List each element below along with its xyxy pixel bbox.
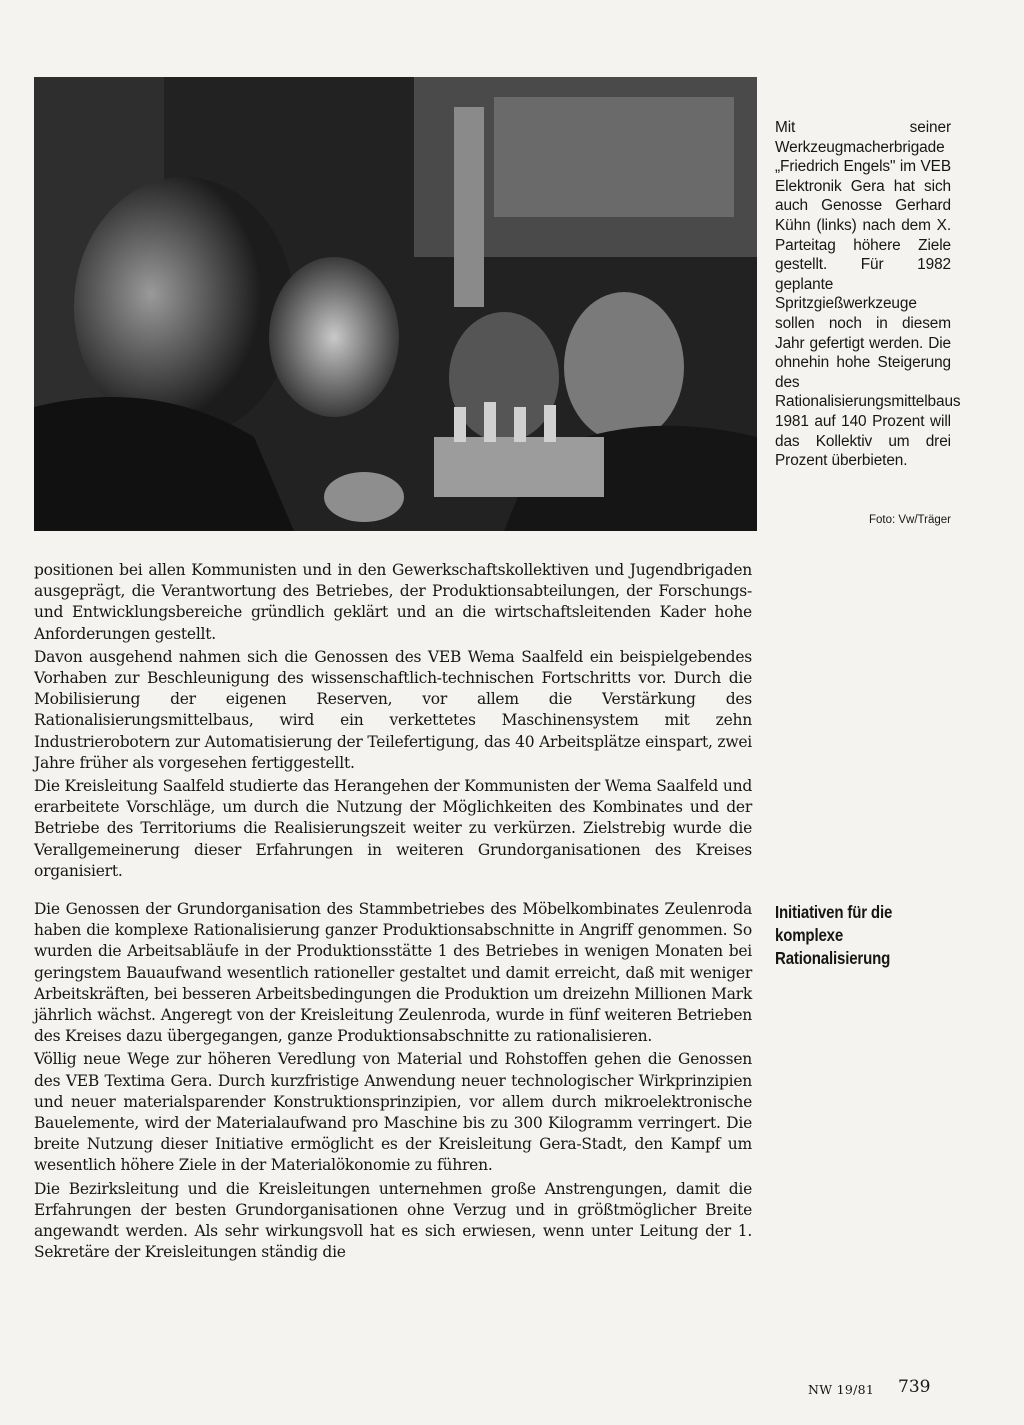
issue-number: NW 19/81 [808, 1382, 875, 1397]
paragraph: Davon ausgehend nahmen sich die Genossen des VEB Wema Saalfeld ein beispielgebendes Vorhaben zur Beschleunigung des wissenschaftlich-technischen Fortschritts vor. Durch die Mobilisierung der eigenen Reserven, vor allem die Verstärkung des Rationalisierungsmittelbaus, wird ein verkettetes Maschinensystem mit zehn Industrierobotern zur Automatisierung der Teilefertigung, das 40 Arbeitsplätze einspart, zwei Jahre früher als vorgesehen fertiggestellt. [34, 647, 752, 772]
paragraph: positionen bei allen Kommunisten und in den Gewerkschaftskollektiven und Jugendbrigaden ausgeprägt, die Verantwortung des Betriebes, der Produktionsabteilungen, der Forschungs- und Entwicklungsbereiche gründlich geklärt und an die wirtschaftsleitenden Kader hohe Anforderungen gestellt. [34, 561, 752, 643]
paragraph: Die Kreisleitung Saalfeld studierte das Herangehen der Kommunisten der Wema Saalfeld und erarbeitete Vorschläge, um durch die Nutzung der Möglichkeiten des Kombinates und der Betriebe des Territoriums die Realisierungszeit weiter zu verkürzen. Zielstrebig wurde die Verallgemeinerung dieser Erfahrungen in weiteren Grundorganisationen des Kreises organisiert. [34, 777, 752, 880]
photo-workshop [34, 77, 757, 531]
section-2-text [34, 899, 752, 1263]
photo-credit: Foto: Vw/Träger [868, 514, 951, 526]
paragraph: Völlig neue Wege zur höheren Veredlung von Material und Rohstoffen gehen die Genossen des VEB Textima Gera. Durch kurzfristige Anwendung neuer technologischer Wirkprinzipien und neuer materialsparender Konstruktionsprinzipien, vor allem durch mikroelektronische Bauelemente, wird der Materialaufwand pro Maschine bis zu 300 Kilogramm verringert. Die breite Nutzung dieser Initiative ermöglicht es der Kreisleitung Gera-Stadt, den Kampf um wesentlich höhere Ziele in der Materialökonomie zu führen. [34, 1050, 752, 1175]
photo-illustration [34, 77, 757, 531]
section-1-text [34, 560, 752, 882]
photo-caption: Mit seiner Werkzeugmacherbrigade „Friedrich Engels" im VEB Elektronik Gera hat sich auch Genosse Gerhard Kühn (links) nach dem X. Parteitag höhere Ziele gestellt. Für 1982 geplante Spritzgießwerkzeuge sollen noch in diesem Jahr gefertigt werden. Die ohnehin hohe Steigerung des Rationalisierungsmittelbaus 1981 auf 140 Prozent will das Kollektiv um drei Prozent überbieten. [775, 119, 961, 470]
side-heading: Initiativen für die komplexe Rationalisierung [775, 902, 893, 968]
paragraph: Die Genossen der Grundorganisation des Stammbetriebes des Möbelkombinates Zeulenroda haben die komplexe Rationalisierung ganzer Produktionsabschnitte in Angriff genommen. So wurden die Arbeitsabläufe in der Produktionsstätte 1 des Betriebes in wenigen Monaten bei geringstem Bauaufwand wesentlich rationeller gestaltet und damit erreicht, daß mit weniger Arbeitskräften, bei besseren Arbeitsbedingungen die Produktion um dreizehn Millionen Mark jährlich wächst. Angeregt von der Kreisleitung Zeulenroda, wurde in fünf weiteren Betrieben des Kreises dazu übergegangen, ganze Produktionsabschnitte zu rationalisieren. [34, 900, 752, 1046]
page-number: 739 [898, 1377, 931, 1397]
paragraph: Die Bezirksleitung und die Kreisleitungen unternehmen große Anstrengungen, damit die Erfahrungen der besten Grundorganisationen ohne Verzug und in größtmöglicher Breite angewandt werden. Als sehr wirkungsvoll hat es sich erwiesen, wenn unter Leitung der 1. Sekretäre der Kreisleitungen ständig die [34, 1179, 752, 1262]
